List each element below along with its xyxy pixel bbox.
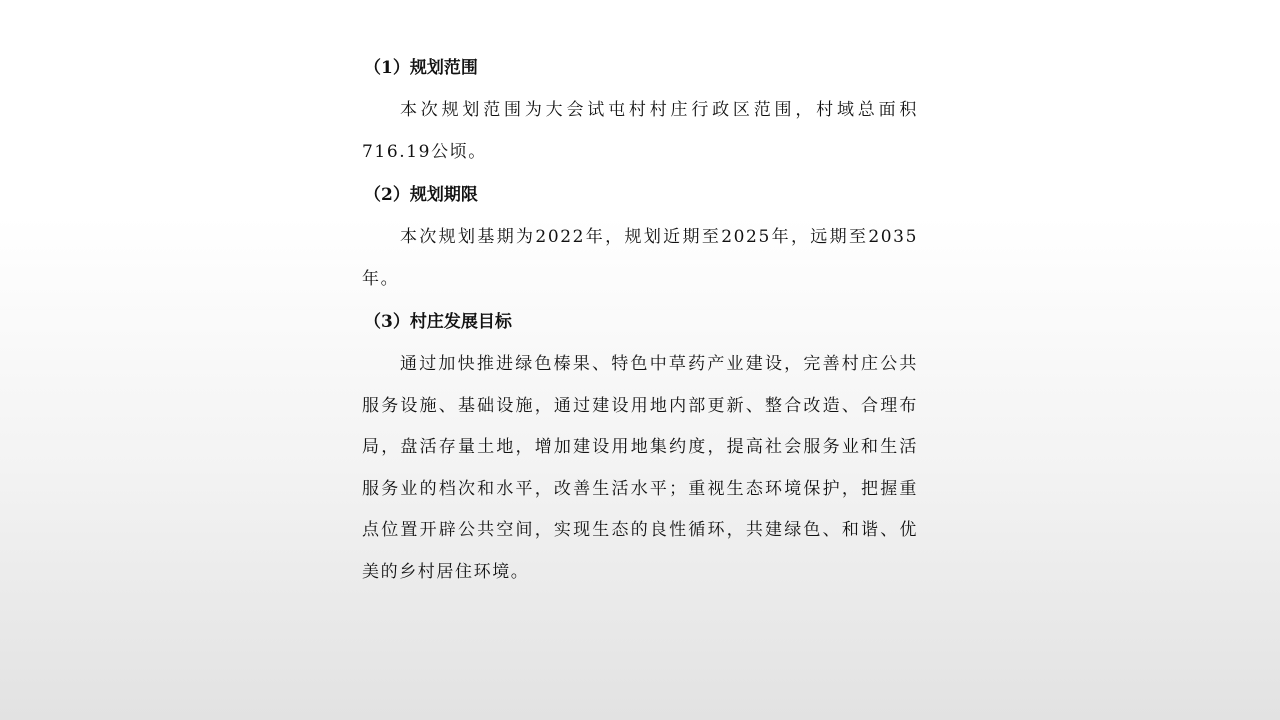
section-body-planning-period: 本次规划基期为2022年，规划近期至2025年，远期至2035年。 [362, 227, 918, 289]
section-body-planning-scope: 本次规划范围为大会试屯村村庄行政区范围，村域总面积716.19公顷。 [362, 100, 918, 162]
section-heading-development-goals: （3）村庄发展目标 [364, 312, 512, 332]
section-heading-planning-period: （2）规划期限 [364, 185, 478, 205]
section-body-development-goals: 通过加快推进绿色榛果、特色中草药产业建设，完善村庄公共服务设施、基础设施，通过建设用地内部更新、整合改造、合理布局，盘活存量土地，增加建设用地集约度，提高社会服务业和生活服务业的档次和水平，改善生活水平；重视生态环境保护，把握重点位置开辟公共空间，实现生态的良性循环，共建绿色、和谐、优美的乡村居住环境。 [362, 354, 918, 582]
document-page [362, 46, 918, 593]
section-heading-planning-scope: （1）规划范围 [364, 58, 478, 78]
